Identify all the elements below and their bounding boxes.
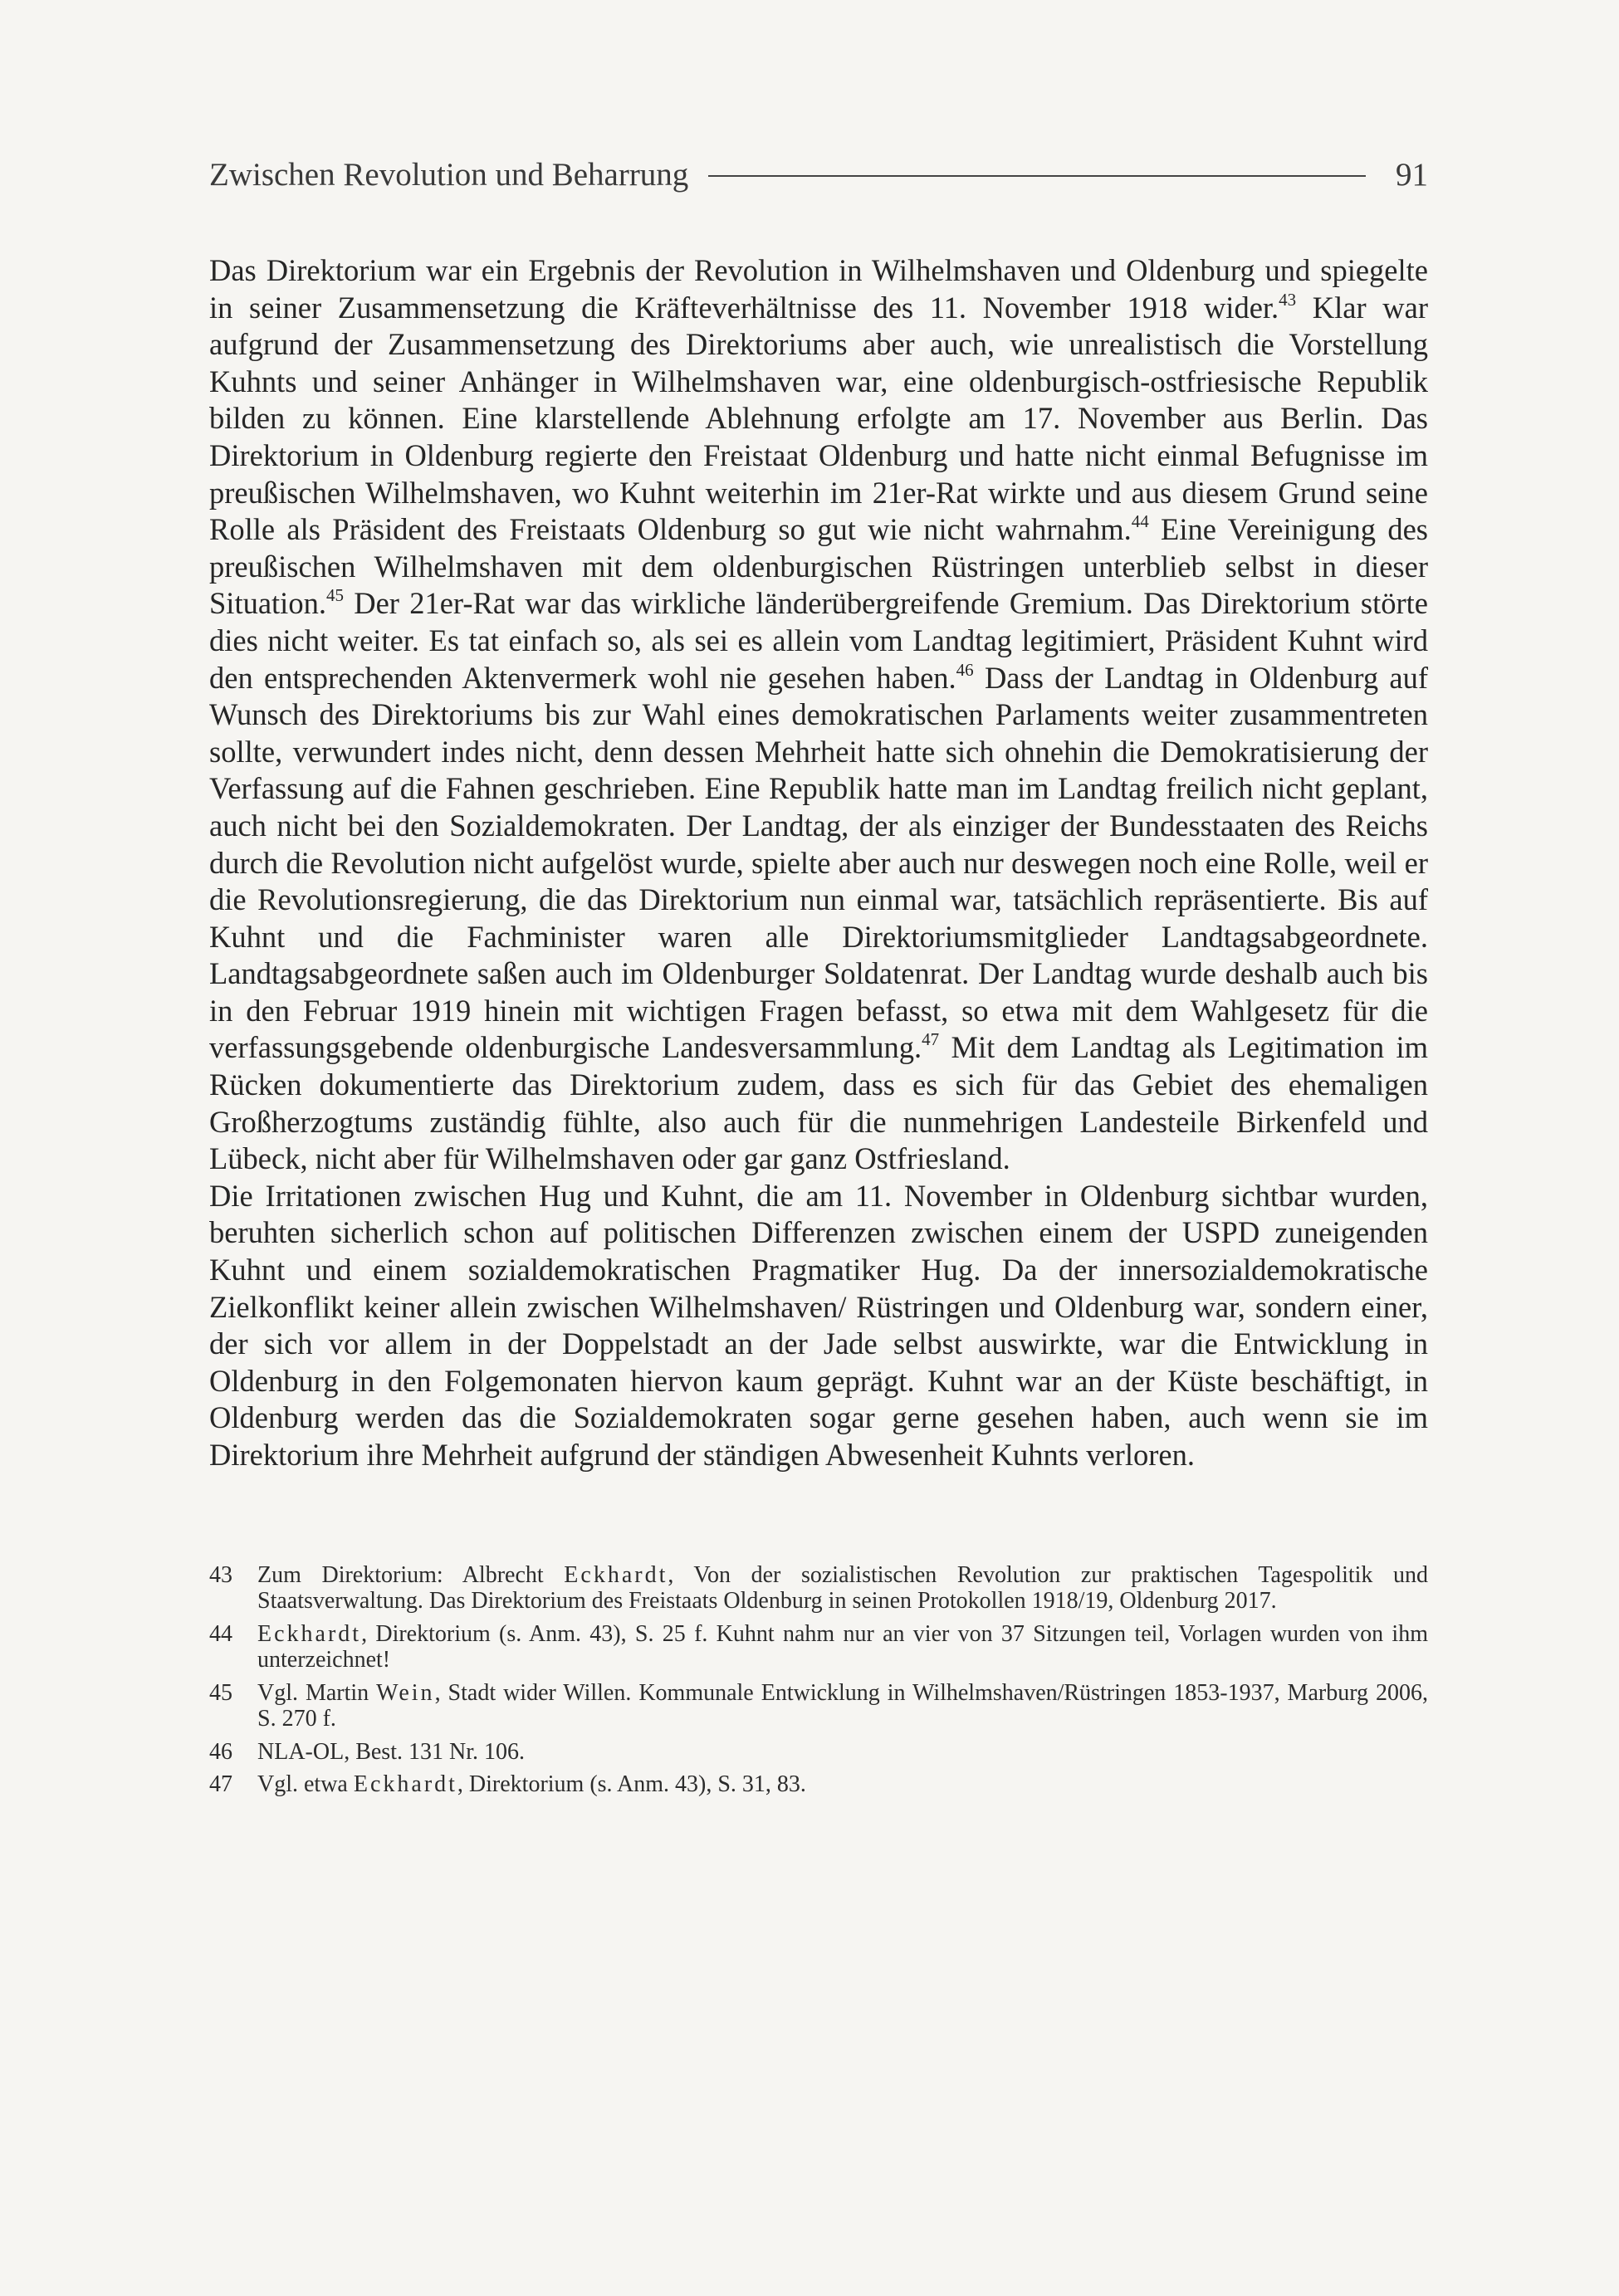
footnote-reference: 46 — [956, 659, 974, 680]
body-text — [209, 252, 1428, 1474]
footnote-text — [257, 1739, 1428, 1766]
footnote — [209, 1562, 1428, 1615]
running-head — [209, 149, 1428, 199]
footnote-text — [257, 1562, 1428, 1615]
page-number: 91 — [1396, 156, 1428, 193]
footnote-text — [257, 1771, 1428, 1798]
author-name: Wein — [376, 1679, 435, 1706]
body-paragraph — [209, 252, 1428, 1178]
footnote-number: 46 — [209, 1738, 232, 1765]
footnote-number: 45 — [209, 1679, 232, 1706]
footnote-reference: 47 — [922, 1029, 940, 1050]
footnote-text-segment: , Von der sozialistischen Revolution zur praktischen Tagespolitik und Staatsverwaltung. Das Direktorium des Freistaats Oldenburg in seinen Protokollen 1918/19, Oldenburg 2017. — [257, 1561, 1429, 1615]
author-name: Eckhardt — [564, 1561, 668, 1588]
running-head-rule — [708, 175, 1366, 177]
footnote — [209, 1680, 1428, 1732]
footnotes — [209, 1562, 1428, 1798]
footnote-text-segment: , Stadt wider Willen. Kommunale Entwicklung in Wilhelmshaven/Rüstringen 1853-1937, Marburg 2006, S. 270 f. — [257, 1679, 1428, 1732]
footnote — [209, 1739, 1428, 1766]
footnote-number: 44 — [209, 1620, 232, 1647]
author-name: Eckhardt — [353, 1771, 457, 1798]
footnote-reference: 44 — [1131, 511, 1149, 532]
paragraph-text: Mit dem Landtag als Legitimation im Rücken dokumentierte das Direktorium zudem, dass es sich für das Gebiet des ehemaligen Großherzogtums zuständig fühlte, also auch für die nunmehrigen Landesteile Birkenfeld und Lübeck, nicht aber für Wilhelmshaven oder gar ganz Ostfriesland. — [209, 1030, 1428, 1176]
footnote-text-segment: Zum Direktorium: Albrecht — [257, 1561, 565, 1588]
paragraph-text: Eine Vereinigung des preußischen Wilhelmshaven mit dem oldenburgischen Rüstringen unterblieb selbst in dieser Situation. — [209, 512, 1428, 621]
footnote-reference: 43 — [1279, 289, 1297, 310]
paragraph-text: Klar war aufgrund der Zusammensetzung des Direktoriums aber auch, wie unrealistisch die Vorstellung Kuhnts und seiner Anhänger in Wilhelmshaven war, eine oldenburgisch-ostfriesische Republik bilden zu können. Eine klarstellende Ablehnung erfolgte am 17. November aus Berlin. Das Direktorium in Oldenburg regierte den Freistaat Oldenburg und hatte nicht einmal Befugnisse im preußischen Wilhelmshaven, wo Kuhnt weiterhin im 21er-Rat wirkte und aus diesem Grund seine Rolle als Präsident des Freistaats Oldenburg so gut wie nicht wahrnahm. — [209, 290, 1428, 547]
footnote-text-segment: , Direktorium (s. Anm. 43), S. 31, 83. — [457, 1771, 806, 1798]
paragraph-text: Das Direktorium war ein Ergebnis der Revolution in Wilhelmshaven und Oldenburg und spiegelte in seiner Zusammensetzung die Kräfteverhältnisse des 11. November 1918 wider. — [209, 253, 1428, 325]
footnote-text-segment: NLA-OL, Best. 131 Nr. 106. — [257, 1738, 525, 1765]
footnote-text-segment: , Direktorium (s. Anm. 43), S. 25 f. Kuhnt nahm nur an vier von 37 Sitzungen teil, Vorlagen wurden von ihm unterzeichnet! — [257, 1620, 1428, 1673]
paragraph-text: Dass der Landtag in Oldenburg auf Wunsch des Direktoriums bis zur Wahl eines demokratischen Parlaments weiter zusammentreten sollte, verwundert indes nicht, denn dessen Mehrheit hatte sich ohnehin die Demokratisierung der Verfassung auf die Fahnen geschrieben. Eine Republik hatte man im Landtag freilich nicht geplant, auch nicht bei den Sozialdemokraten. Der Landtag, der als einziger der Bundesstaaten des Reichs durch die Revolution nicht aufgelöst wurde, spielte aber auch nur deswegen noch eine Rolle, weil er die Revolutionsregierung, die das Direktorium nun einmal war, tatsächlich repräsentierte. Bis auf Kuhnt und die Fachminister waren alle Direktoriumsmitglieder Landtagsabgeordnete. Landtagsabgeordnete saßen auch im Oldenburger Soldatenrat. Der Landtag wurde deshalb auch bis in den Februar 1919 hinein mit wichtigen Fragen befasst, so etwa mit dem Wahlgesetz für die verfassungsgebende oldenburgische Landesversammlung. — [209, 660, 1428, 1065]
footnote-text-segment: Vgl. Martin — [257, 1679, 377, 1706]
footnote-number: 47 — [209, 1771, 232, 1798]
footnote-text — [257, 1680, 1428, 1732]
author-name: Eckhardt — [257, 1620, 362, 1647]
footnote-reference: 45 — [325, 585, 344, 606]
footnote — [209, 1771, 1428, 1798]
footnote-text — [257, 1621, 1428, 1673]
book-page — [209, 149, 1428, 1805]
paragraph-text: Der 21er-Rat war das wirkliche länderübergreifende Gremium. Das Direktorium störte dies nicht weiter. Es tat einfach so, als sei es allein vom Landtag legitimiert, Präsident Kuhnt wird den entsprechenden Aktenvermerk wohl nie gesehen haben. — [209, 586, 1428, 695]
footnote-text-segment: Vgl. etwa — [257, 1771, 354, 1798]
running-head-title: Zwischen Revolution und Beharrung — [209, 156, 689, 193]
body-paragraph — [209, 1178, 1428, 1474]
paragraph-text: Die Irritationen zwischen Hug und Kuhnt, die am 11. November in Oldenburg sichtbar wurden, beruhten sicherlich schon auf politischen Differenzen zwischen einem der USPD zuneigenden Kuhnt und einem sozialdemokratischen Pragmatiker Hug. Da der innersozialdemokratische Zielkonflikt keiner allein zwischen Wilhelmshaven/ Rüstringen und Oldenburg war, sondern einer, der sich vor allem in der Doppelstadt an der Jade selbst auswirkte, war die Entwicklung in Oldenburg in den Folgemonaten hiervon kaum geprägt. Kuhnt war an der Küste beschäftigt, in Oldenburg werden das die Sozialdemokraten sogar gerne gesehen haben, auch wenn sie im Direktorium ihre Mehrheit aufgrund der ständigen Abwesenheit Kuhnts verloren. — [209, 1178, 1428, 1472]
footnote-number: 43 — [209, 1561, 232, 1588]
footnote — [209, 1621, 1428, 1673]
